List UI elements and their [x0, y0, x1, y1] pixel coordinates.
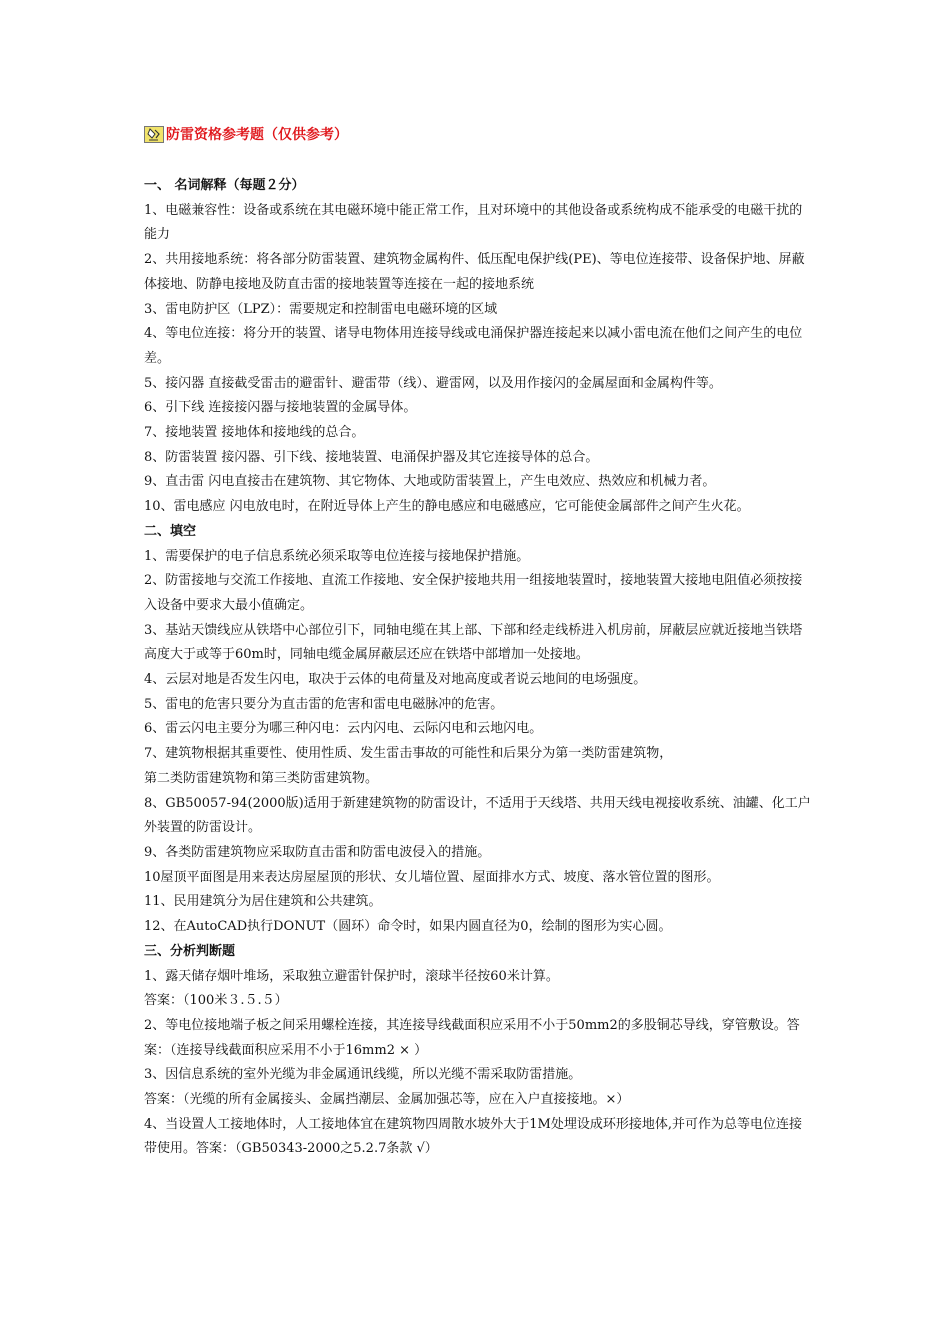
list-item: 11、民用建筑分为居住建筑和公共建筑。 [144, 894, 382, 910]
list-item: 3、因信息系统的室外光缆为非金属通讯线缆，所以光缆不需采取防雷措施。 [144, 1067, 582, 1083]
section-heading-fill-in: 二、填空 [144, 523, 197, 539]
list-item: 7、建筑物根据其重要性、使用性质、发生雷击事故的可能性和后果分为第一类防雷建筑物， [144, 746, 673, 762]
list-item: 3、基站天馈线应从铁塔中心部位引下，同轴电缆在其上部、下部和经走线桥进入机房前，屏蔽层应就近接地当铁塔高度大于或等于60m时，同轴电缆金属屏蔽层还应在铁塔中部增加一处接地。 [144, 622, 803, 663]
list-item: 1、电磁兼容性：设备或系统在其电磁环境中能正常工作，且对环境中的其他设备或系统构成不能承受的电磁干扰的能力 [144, 202, 803, 243]
list-item: 2、等电位接地端子板之间采用螺栓连接，其连接导线截面积应采用不小于50mm2的多股铜芯导线，穿管敷设。答案：（连接导线截面积应采用不小于16mm2 × ） [144, 1017, 800, 1058]
document-edit-icon [144, 126, 164, 143]
list-item: 6、雷云闪电主要分为哪三种闪电：云内闪电、云际闪电和云地闪电。 [144, 721, 543, 737]
list-item: 10、雷电感应 闪电放电时，在附近导体上产生的静电感应和电磁感应，它可能使金属部件之间产生火花。 [144, 499, 750, 515]
list-item: 1、露天储存烟叶堆场，采取独立避雷针保护时，滚球半径按60米计算。 [144, 968, 559, 984]
section-heading-analysis: 三、分析判断题 [144, 943, 236, 959]
list-item: 7、接地装置 接地体和接地线的总合。 [144, 425, 365, 441]
list-item: 4、等电位连接：将分开的装置、诸导电物体用连接导线或电涌保护器连接起来以减小雷电流在他们之间产生的电位差。 [144, 326, 803, 366]
answer-text: 答案：（100米３.５.５） [144, 993, 288, 1009]
list-item: 4、云层对地是否发生闪电，取决于云体的电荷量及对地高度或者说云地间的电场强度。 [144, 672, 647, 688]
list-item: 1、需要保护的电子信息系统必须采取等电位连接与接地保护措施。 [144, 548, 530, 564]
list-item: 第二类防雷建筑物和第三类防雷建筑物。 [144, 770, 379, 786]
list-item: 12、在AutoCAD执行DONUT（圆环）命令时，如果内圆直径为0，绘制的图形为实心圆。 [144, 919, 672, 935]
list-item: 8、GB50057-94(2000版)适用于新建建筑物的防雷设计，不适用于天线塔、共用天线电视接收系统、油罐、化工户外装置的防雷设计。 [144, 795, 811, 836]
list-item: 9、各类防雷建筑物应采取防直击雷和防雷电波侵入的措施。 [144, 844, 491, 860]
answer-text: 答案：（光缆的所有金属接头、金属挡潮层、金属加强芯等，应在入户直接接地。×） [144, 1092, 630, 1108]
list-item: 6、引下线 连接接闪器与接地装置的金属导体。 [144, 400, 417, 416]
document-body [144, 174, 812, 1162]
list-item: 8、防雷装置 接闪器、引下线、接地装置、电涌保护器及其它连接导体的总合。 [144, 449, 599, 465]
list-item: 10屋顶平面图是用来表达房屋屋顶的形状、女儿墙位置、屋面排水方式、坡度、落水管位置的图形。 [144, 869, 720, 885]
list-item: 2、防雷接地与交流工作接地、直流工作接地、安全保护接地共用一组接地装置时，接地装置大接地电阻值必须按接入设备中要求大最小值确定。 [144, 573, 803, 613]
page-title: 防雷资格参考题（仅供参考） [166, 127, 348, 143]
list-item: 3、雷电防护区（LPZ）：需要规定和控制雷电电磁环境的区域 [144, 301, 498, 317]
list-item: 9、直击雷 闪电直接击在建筑物、其它物体、大地或防雷装置上，产生电效应、热效应和机械力者。 [144, 474, 716, 490]
list-item: 4、当设置人工接地体时，人工接地体宜在建筑物四周散水坡外大于1M处埋设成环形接地体,并可作为总等电位连接带使用。答案：（GB50343-2000之5.2.7条款 √） [144, 1116, 802, 1157]
list-item: 5、接闪器 直接截受雷击的避雷针、避雷带（线）、避雷网，以及用作接闪的金属屋面和金属构件等。 [144, 375, 722, 391]
section-heading-terms: 一、 名词解释（每题２分） [144, 178, 305, 193]
list-item: 5、雷电的危害只要分为直击雷的危害和雷电电磁脉冲的危害。 [144, 696, 504, 712]
list-item: 2、共用接地系统：将各部分防雷装置、建筑物金属构件、低压配电保护线(PE)、等电位连接带、设备保护地、屏蔽体接地、防静电接地及防直击雷的接地装置等连接在一起的接地系统 [144, 252, 805, 292]
title-row [144, 124, 348, 144]
